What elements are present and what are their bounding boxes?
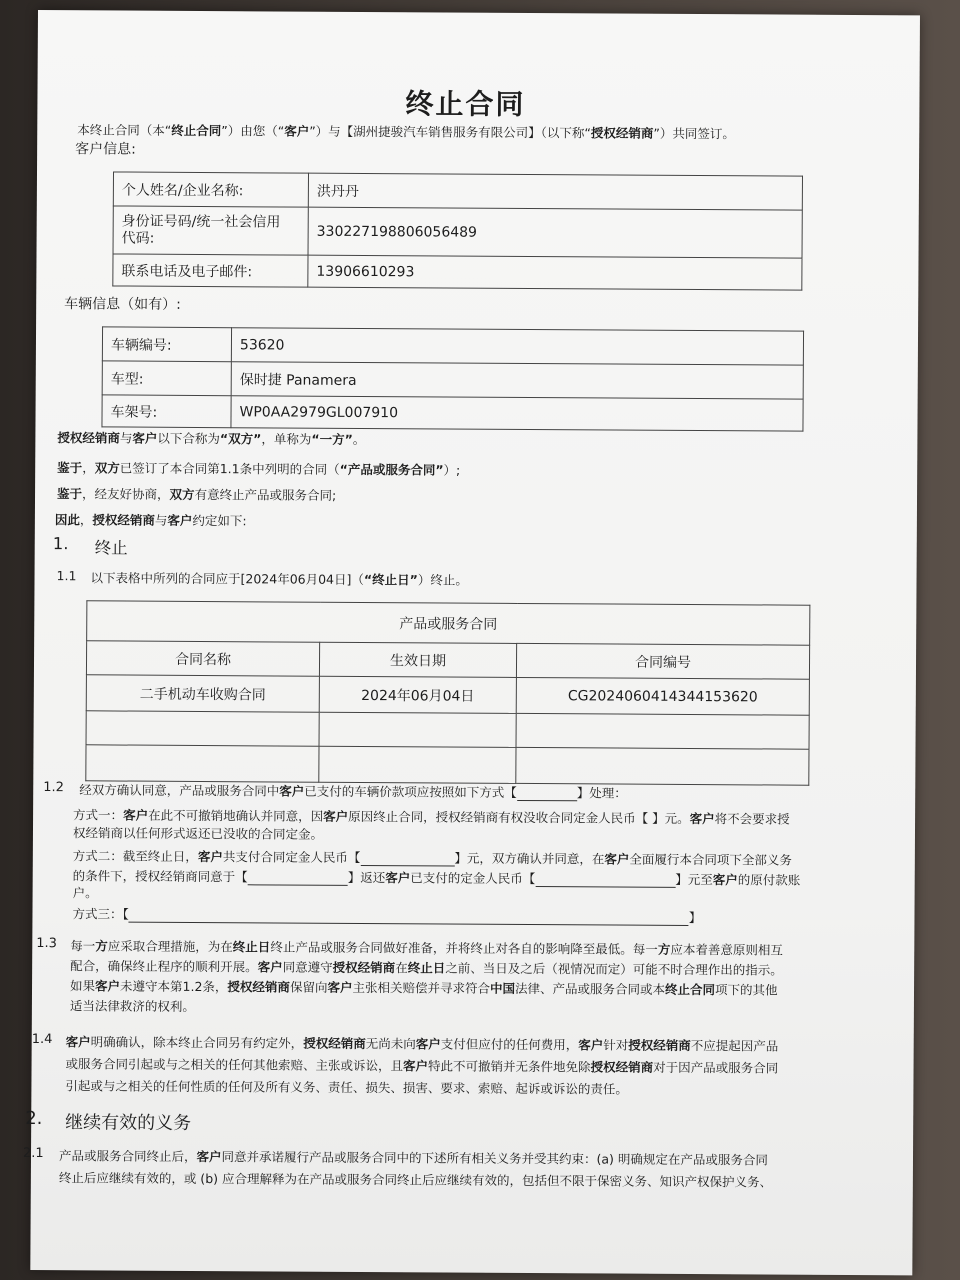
bold-term: “终止日” <box>363 572 418 588</box>
table-cell <box>516 713 809 749</box>
text: 将不会要求授 <box>714 811 790 827</box>
label-cell: 联系电话及电子邮件: <box>113 254 308 287</box>
bold-term: 客户 <box>95 978 121 994</box>
bold-term: 客户 <box>327 979 353 995</box>
table-row <box>102 395 803 431</box>
column-header: 合同编号 <box>516 643 809 679</box>
table-row <box>86 711 809 749</box>
bold-term: 客户 <box>123 807 149 823</box>
document-title: 终止合同 <box>405 87 526 121</box>
text: 以下表格中所列的合同应于[2024年06月04日]（ <box>90 570 364 588</box>
clause-1-4-line-1 <box>66 1032 779 1054</box>
bold-term: 鉴于 <box>57 486 83 502</box>
text: 支付但应付的任何费用， <box>440 1036 579 1053</box>
table-cell: 二手机动车收购合同 <box>86 675 319 712</box>
value-cell: WP0AA2979GL007910 <box>231 396 803 431</box>
text: 应采取合理措施，为在 <box>107 938 233 955</box>
text: 同意并承诺履行产品或服务合同中的下述所有相关义务并受其约束：(a) 明确规定在产品或服务合同 <box>221 1149 768 1168</box>
table-row <box>113 254 802 290</box>
bold-term: 授权经销商 <box>628 1037 691 1054</box>
text: 应本着善意原则相互 <box>670 941 783 958</box>
text: 已支付的车辆价款项应按照如下方式【 <box>304 783 517 800</box>
text: 明确确认，除本终止合同另有约定外， <box>90 1034 304 1051</box>
label-cell: 车架号: <box>102 395 231 428</box>
text: 的原付款账 <box>737 872 801 888</box>
intro-bold: 终止合同 <box>171 122 222 139</box>
bold-term: 授权经销商 <box>590 1059 654 1075</box>
intro-bold: 授权经销商 <box>590 125 654 141</box>
customer-heading: 客户信息: <box>75 141 136 158</box>
whereas-2 <box>57 484 336 504</box>
bold-term: 双方 <box>94 460 120 476</box>
document-page <box>22 10 920 1275</box>
method-2-line-1 <box>73 846 792 868</box>
whereas-1 <box>57 458 460 478</box>
text: 产品或服务合同终止后， <box>58 1148 197 1164</box>
bold-term: 客户 <box>578 1037 604 1053</box>
table-row <box>113 206 802 258</box>
text: 对于因产品或服务合同 <box>653 1059 779 1076</box>
clause-1-2-number: 1.2 <box>43 780 64 796</box>
table-cell <box>86 745 319 782</box>
bold-term: 授权经销商 <box>303 1035 366 1052</box>
bold-term: 双方 <box>169 486 195 502</box>
text: 与 <box>119 430 133 446</box>
bold-term: 授权经销商 <box>332 959 396 976</box>
bold-term: 授权经销商 <box>227 979 291 995</box>
text: 终止产品或服务合同做好准备，并将终止对各自的影响降至最低。每一 <box>270 939 658 957</box>
bold-term: 中国 <box>489 980 516 996</box>
bold-term: “双方” <box>219 431 262 447</box>
text: 原因终止合同，授权经销商有权没收合同定金人民币【 】元。 <box>348 808 690 826</box>
vehicle-heading: 车辆信息（如有）: <box>64 296 181 313</box>
text: 保留向 <box>289 979 328 995</box>
text: 法律、产品或服务合同或本 <box>514 980 666 997</box>
blank-field <box>248 870 348 886</box>
bold-term: 客户 <box>689 810 715 827</box>
bold-term: 授权经销商 <box>57 430 120 446</box>
text: ， <box>79 512 93 528</box>
clause-2-1-line-2: 终止后应继续有效的，或 (b) 应合理解释为在产品或服务合同终止后应继续有效的，包括但不限于保密义务、知识产权保护义务、 <box>58 1170 773 1190</box>
text: 有意终止产品或服务合同; <box>194 486 337 503</box>
text: 如果 <box>69 978 96 994</box>
text: 方式三：【 <box>72 906 129 922</box>
clause-2-1-number: 2.1 <box>22 1145 44 1162</box>
label-line: 代码: <box>121 230 155 247</box>
clause-1-3-line-2 <box>70 956 783 978</box>
section-1-number: 1. <box>52 534 69 554</box>
value-cell: 330227198806056489 <box>308 207 802 258</box>
bold-term: 客户 <box>257 959 283 975</box>
text: 。 <box>352 431 366 448</box>
text: 】 <box>688 909 702 926</box>
parties-line <box>57 428 365 448</box>
text: 以下合称为 <box>157 430 220 447</box>
text: ，单称为 <box>261 431 312 447</box>
blank-field <box>360 851 454 867</box>
table-row <box>86 675 809 715</box>
value-cell: 53620 <box>231 328 803 365</box>
text: 之前、当日及之后（视情况而定）可能不时合理作出的指示。 <box>445 960 783 978</box>
text: 经双方确认同意，产品或服务合同中 <box>79 782 280 799</box>
table-row <box>113 172 802 210</box>
clause-1-4-number: 1.4 <box>31 1031 53 1048</box>
table-caption-row <box>87 601 810 645</box>
text: 主张相关赔偿并寻求符合 <box>352 979 491 996</box>
text: 】处理： <box>576 785 627 801</box>
intro-text: ”）由您（“ <box>221 123 285 139</box>
text: 或服务合同引起或与之相关的任何其他索赔、主张或诉讼，且 <box>65 1056 404 1074</box>
text: 同意遵守 <box>282 959 333 975</box>
blank-field <box>535 872 675 888</box>
bold-term: 鉴于 <box>57 460 83 476</box>
table-cell <box>319 712 516 747</box>
clause-1-4-line-2 <box>66 1054 779 1076</box>
text: 针对 <box>603 1037 629 1053</box>
section-2-title: 继续有效的义务 <box>65 1112 192 1134</box>
intro-bold: 客户 <box>284 123 310 139</box>
therefore-line <box>55 510 247 529</box>
text: 的条件下，授权经销商同意于【 <box>72 868 248 885</box>
blank-field <box>517 786 577 801</box>
label-cell <box>113 206 308 255</box>
bold-term: 终止日 <box>407 960 446 976</box>
intro-text: 本终止合同（本“ <box>77 122 172 138</box>
table-cell <box>319 746 516 783</box>
table-header-row <box>86 641 809 679</box>
intro-line <box>77 120 735 142</box>
bold-term: 客户 <box>712 872 738 888</box>
table-cell: 2024年06月04日 <box>319 676 516 713</box>
column-header: 合同名称 <box>86 641 319 676</box>
text: 与 <box>154 512 168 528</box>
bold-term: 客户 <box>132 430 158 446</box>
blank-field <box>129 908 689 926</box>
bold-term: 客户 <box>403 1058 429 1074</box>
text: 】返还 <box>347 869 386 886</box>
value-cell: 保时捷 Panamera <box>231 362 803 399</box>
text: 每一 <box>70 938 96 954</box>
intro-text: ”）共同签订。 <box>653 125 735 142</box>
text: 已签订了本合同第1.1条中列明的合同（ <box>119 460 340 477</box>
bold-term: 客户 <box>65 1034 91 1050</box>
bold-term: “产品或服务合同” <box>339 461 444 478</box>
text: ）; <box>443 462 461 478</box>
table-row <box>102 327 803 365</box>
text: 未遵守本第1.2条， <box>120 978 228 995</box>
column-header: 生效日期 <box>319 642 516 677</box>
bold-term: 客户 <box>323 808 349 824</box>
text: 在此不可撤销地确认并同意，因 <box>148 807 324 824</box>
bold-term: 客户 <box>604 851 630 867</box>
bold-term: 客户 <box>279 783 305 799</box>
bold-term: 方 <box>95 938 108 954</box>
table-cell: CG2024060414344153620 <box>516 677 809 715</box>
bold-term: 终止合同 <box>664 981 716 998</box>
table-row <box>102 361 803 399</box>
bold-term: 因此 <box>54 512 80 528</box>
text: ，经友好协商， <box>82 486 170 502</box>
text: 无尚未向 <box>365 1036 416 1052</box>
bold-term: 客户 <box>415 1036 441 1052</box>
text: ）终止。 <box>417 572 468 588</box>
clause-2-1-line-1 <box>59 1146 768 1168</box>
bold-term: 终止日 <box>232 939 271 955</box>
clause-1-2-line-1 <box>79 780 627 801</box>
clause-1-3-line-4: 适当法律救济的权利。 <box>69 998 195 1014</box>
section-1-title: 终止 <box>94 538 128 558</box>
bold-term: 授权经销商 <box>92 512 155 528</box>
method-1-line-2: 权经销商以任何形式返还已没收的合同定金。 <box>72 825 324 842</box>
label-cell: 车型: <box>102 361 231 396</box>
text: 】元，双方确认并同意，在 <box>454 850 605 867</box>
value-cell: 洪丹丹 <box>308 173 802 210</box>
text: 不应提起因产品 <box>690 1038 779 1054</box>
value-cell: 13906610293 <box>308 255 802 290</box>
clause-1-1 <box>90 568 467 588</box>
label-cell: 个人姓名/企业名称: <box>113 172 308 207</box>
text: 共支付合同定金人民币【 <box>222 849 361 865</box>
customer-info-table <box>112 171 803 290</box>
bold-term: 客户 <box>385 870 411 886</box>
bold-term: 客户 <box>196 1148 222 1165</box>
text: 】元至 <box>675 871 713 888</box>
text: 约定如下: <box>192 512 247 529</box>
text: 全面履行本合同项下全部义务 <box>629 851 792 868</box>
bold-term: 客户 <box>197 848 223 865</box>
text: 配合，确保终止程序的顺利开展。 <box>70 958 258 975</box>
clause-1-3-number: 1.3 <box>36 936 58 952</box>
method-2-line-2 <box>73 866 801 888</box>
text: 在 <box>395 960 408 976</box>
text: 方式二：截至终止日， <box>72 848 198 864</box>
label-line: 身份证号码/统一社会信用 <box>121 213 281 230</box>
clause-1-4-line-3: 引起或与之相关的任何性质的任何及所有义务、责任、损失、损害、要求、索赔、起诉或诉讼的责任。 <box>65 1078 628 1097</box>
bold-term: 客户 <box>167 512 193 528</box>
table-caption: 产品或服务合同 <box>87 601 810 645</box>
clause-1-1-number: 1.1 <box>56 568 77 584</box>
text: 特此不可撤销并无条件地免除 <box>428 1058 591 1075</box>
contract-table <box>85 600 810 785</box>
clause-1-3-line-3 <box>70 976 778 998</box>
label-cell: 车辆编号: <box>102 327 231 362</box>
text: 项下的其他 <box>715 982 778 998</box>
table-row <box>86 745 809 785</box>
table-cell <box>86 711 319 746</box>
bold-term: “一方” <box>311 431 353 447</box>
clause-1-3-line-1 <box>70 936 783 958</box>
text: 已支付的定金人民币【 <box>410 870 536 887</box>
method-2-line-3: 户。 <box>72 885 98 901</box>
bold-term: 方 <box>657 941 671 957</box>
text: ， <box>82 460 95 476</box>
method-3-line <box>72 904 701 926</box>
section-2-number: 2. <box>25 1107 43 1130</box>
vehicle-info-table <box>101 326 804 431</box>
table-cell <box>516 747 809 785</box>
intro-text: ”）与【湖州捷骏汽车销售服务有限公司】（以下称“ <box>309 123 591 141</box>
text: 方式一： <box>73 807 124 823</box>
